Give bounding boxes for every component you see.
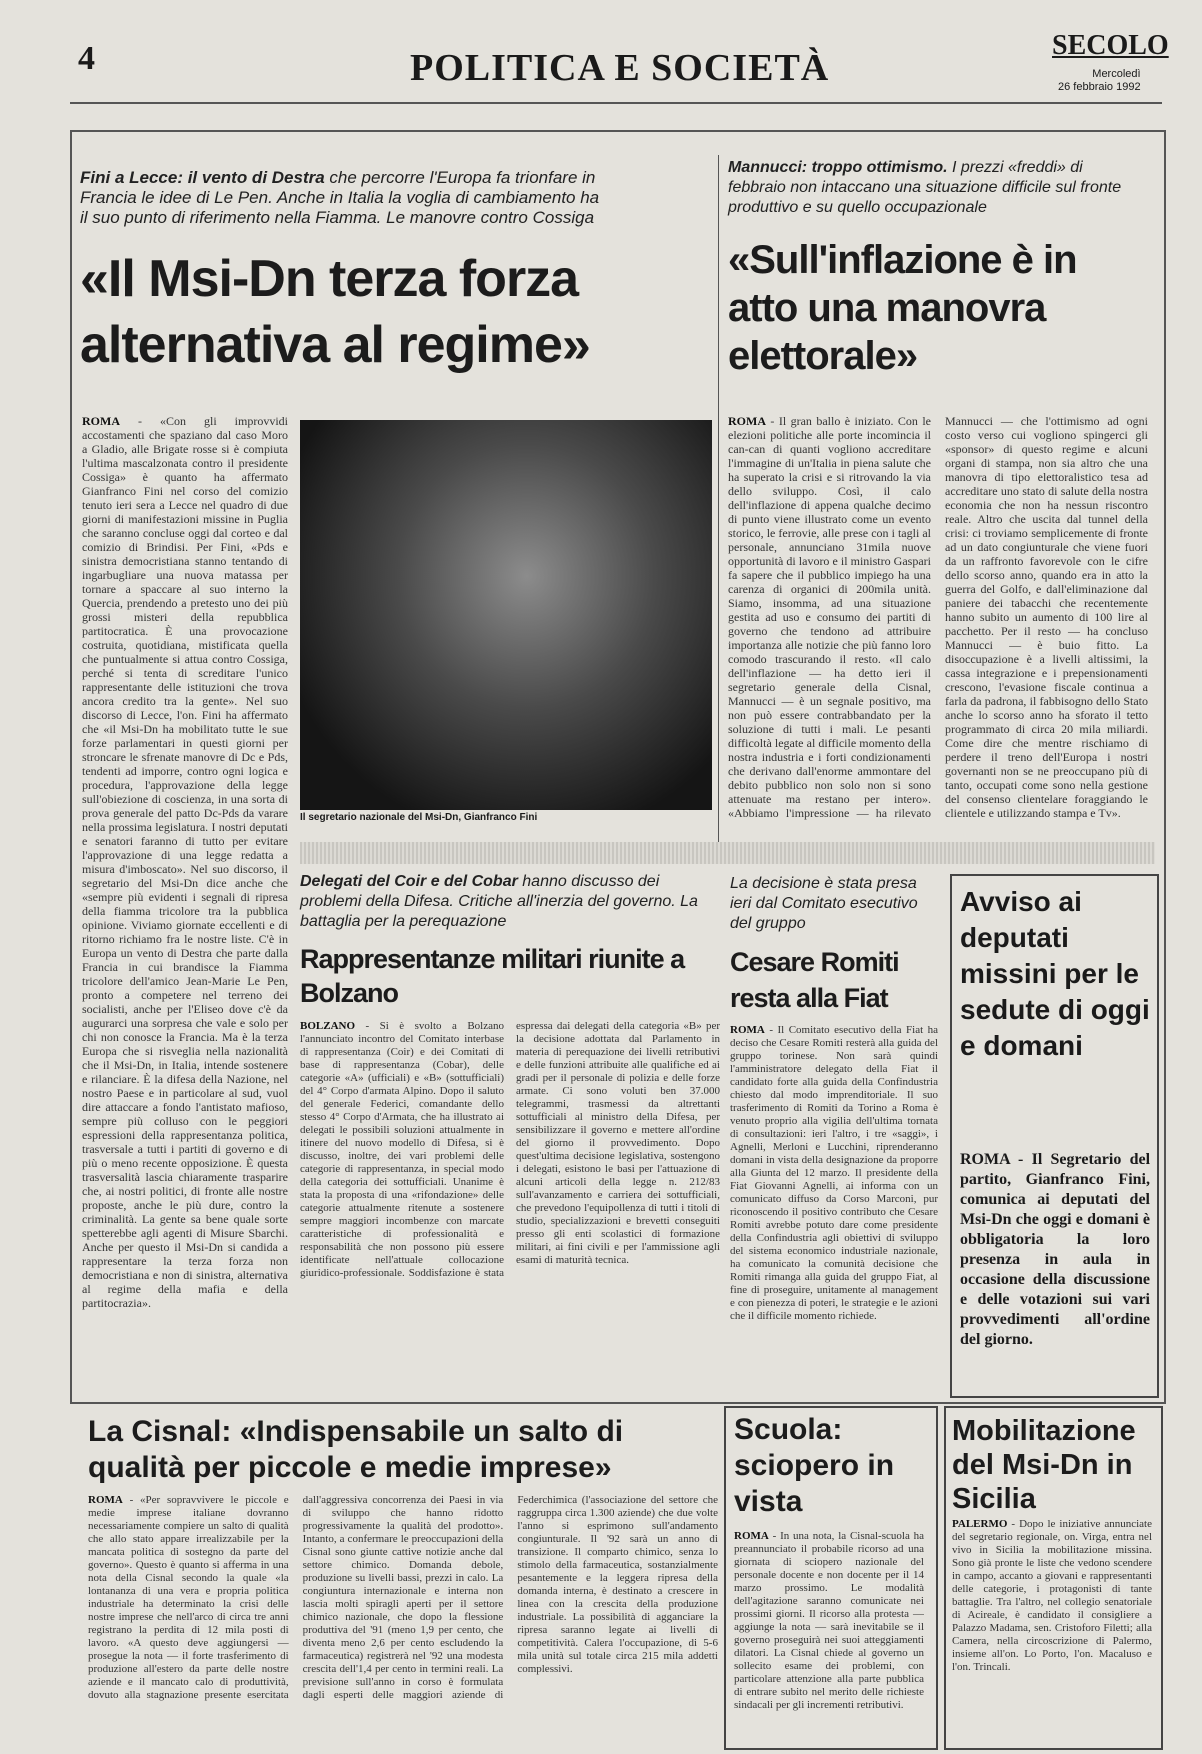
lead-body: ROMA - «Con gli improvvidi accostamenti che spaziano dal caso Moro a Gladio, alle Brigate rosse si è compiuta l'ultima mascalzonata contro il presidente Cossiga» è quanto ha affermato Gianfranco Fini nel corso del comizio tenuto ieri sera a Lecce nel quadro di due giorni di manifestazioni missine in Puglia che saranno concluse oggi dal corteo e dal comizio di Brindisi. Per Fini, «Pds e sinistra democristiana stanno tentando di ingarbugliare una nuova matassa per tornare a spaccare al suo interno la Quercia, prendendo a pretesto uno dei più grossi misteri della repubblica partitocratica. È una provocazione costruita, quotidiana, mistificata quella che puntualmente si attua contro Cossiga, perché si tenta di screditare l'unico rappresentante delle istituzioni che trova ancora credito tra la gente». Nel suo discorso di Lecce, l'on. Fini ha affermato che «il Msi-Dn ha mobilitato tutte le sue forze parlamentari in questi giorni per stroncare le sfrenate manovre di Dc e Pds, tendenti ad imporre, contro ogni logica e procedura, l'approvazione della legge sull'obiezione di coscienza, in una sorta di prova generale del patto Dc-Pds da varare nella prossima legislatura. I nostri deputati e senatori faranno di tutto per evitare l'approvazione di una legge redatta a misura d'imboscato». Nel suo discorso, il segretario del Msi-Dn dice anche che «sempre più evidenti i segnali di ripresa della fiamma tricolore tra la pubblica opinione. Viviamo giornate eccellenti e di ritorno richiamo fra le nostre liste. C'è in Europa un vento di Destra che parte dalla Francia in cui brandisce la Fiamma tricolore dell'amico Jean-Marie Le Pen, pronto a competere nel terreno dei socialisti, anche per l'Eliseo dove c'è da augurarci una sorpresa che vale e solo per chi non conosce la Francia. Ma è la terza Europa che si risveglia nella nazionalità che il Msi-Dn, in Italia, intende sostenere e rilanciare. È la difesa della Nazione, nel nostro Paese e in particolare al sud, vuol dire attaccare a fondo l'antistato mafioso, sempre più colluso con le peggiori espressioni della rappresentanza politica, trasversale a tutti i partiti di governo e di più o meno recente opposizione. È questa trasversalità lascia chiaramente trasparire che, ai nostri politici, di fronte alle nostre proposte, anche le più dure, contro la criminalità. La gente sa bene quale sorte spetterebbe agli agenti di Misure Sbarchi. Anche per questo il Msi-Dn si candida a rappresentare la terza forza non democristiana e non di sinistra, alternativa al regime della mafia e della partitocrazia». xyxy=(82,414,288,1310)
sicily-body: PALERMO - Dopo le iniziative annunciate del segretario regionale, on. Virga, entra nel vivo in Sicilia la mobilitazione missina. Sono già pronte le liste che vedono scendere in campo, accanto a giovani e rappresentanti delle categorie, i protagonisti di tante battaglie. Tra l'altro, nel collegio senatoriale di Acireale, è candidato il consigliere a Palazzo Madama, sen. Cristoforo Filetti; alla Camera, nella circoscrizione di Palermo, insieme all'on. Lo Porto, l'on. Macaluso e l'on. Trincali. xyxy=(952,1518,1152,1673)
notice-title: Avviso ai deputati missini per le sedute di oggi e domani xyxy=(960,886,1150,1061)
issue-date-text: 26 febbraio 1992 xyxy=(1058,81,1141,93)
school-headline: Scuola: sciopero in vista xyxy=(734,1413,895,1518)
fini-photo xyxy=(300,420,712,810)
issue-day: Mercoledì xyxy=(1092,68,1141,80)
lead-headline: «Il Msi-Dn terza forza alternativa al regime» xyxy=(80,250,590,374)
header-rule xyxy=(70,102,1162,104)
military-body: BOLZANO - Si è svolto a Bolzano l'annunciato incontro del Comitato interbase di rappresentanza (Coir) e dei Comitati di base di rappresentanza (Cobar), delle categorie «A» (ufficiali) e «B» (sottufficiali) del 4° Corpo d'armata Alpino. Dopo il saluto del generale Federici, comandante dello stesso 4° Corpo d'Armata, che ha illustrato ai delegati le possibili soluzioni attualmente in itinere del nuovo modello di Difesa, si è discusso, inoltre, dei vari problemi delle categorie di rappresentanza, in special modo della categoria dei sottufficiali. Unanime è stata la proposta di una «rifondazione» delle categorie attualmente ritenute a sostenere sempre maggiori incombenze con marcate caratteristiche di professionalità e responsabilità che non possono più essere identificate nell'attuale collocazione giuridico-professionale. Soddisfazione è stata espressa dai delegati della categoria «B» per la decisione adottata dal Parlamento in materia di perequazione dei livelli retributivi e delle funzioni attribuite alle qualifiche ed ai gradi per il personale di polizia e delle forze armate. Ci sono voluti ben 37.000 telegrammi, trasmessi da altrettanti sottufficiali al ministro della Difesa, per sensibilizzare il governo e mettere all'ordine del giorno il provvedimento. Dopo quest'ultima decisione legislativa, sostengono i delegati, esistono le basi per l'attuazione di alcuni articoli della legge n. 212/83 sull'avanzamento e carriera dei sottufficiali, che prevedono l'equipollenza di tutti i titoli di studio, specializzazioni e brevetti conseguiti presso gli enti scolastici di formazione militari, ai fini civili e per l'ammissione agli esami di maturità tecnica. xyxy=(300,1020,720,1279)
inflation-kicker xyxy=(728,158,1128,218)
lead-kicker-bold: Fini a Lecce: il vento di Destra xyxy=(80,168,325,187)
notice-dateline: ROMA xyxy=(960,1151,1010,1168)
issue-date xyxy=(1058,68,1141,94)
page-number: 4 xyxy=(78,40,95,77)
inflation-kicker-bold: Mannucci: troppo ottimismo. xyxy=(728,159,948,176)
military-headline: Rappresentanze militari riunite a Bolzano xyxy=(300,944,685,1008)
cisnal-dateline: ROMA xyxy=(88,1494,123,1506)
section-title: POLITICA E SOCIETÀ xyxy=(410,47,830,89)
military-dateline: BOLZANO xyxy=(300,1020,356,1032)
sicily-headline: Mobilitazione del Msi-Dn in Sicilia xyxy=(952,1415,1136,1515)
school-body-text: In una nota, la Cisnal-scuola ha preannunciato il probabile ricorso ad una giornata di sciopero nazionale del personale docente e non docente per il 14 marzo prossimo. Le modalità dell'agitazione saranno comunicate nei prossimi giorni. Il ricorso alla protesta — aggiunge la nota — sarà inevitabile se il governo proseguirà nei suoi atteggiamenti dilatori. La Cisnal chiede al governo un sollecito esame dei problemi, con particolare attenzione alla parte pubblica di entrare subito nel merito delle richieste sindacali per gli incrementi retributivi. xyxy=(734,1530,924,1711)
notice-body-text: Il Segretario del partito, Gianfranco Fini, comunica ai deputati del Msi-Dn che oggi e domani è obbligatoria la loro presenza in aula in occasione della discussione e delle votazioni sui vari provvedimenti all'ordine del giorno. xyxy=(960,1151,1150,1348)
military-kicker-rest: hanno discusso dei problemi della Difesa. Critiche all'inerzia del governo. La battaglia per la perequazione xyxy=(300,873,698,930)
military-kicker-bold: Delegati del Coir e del Cobar xyxy=(300,873,518,890)
cisnal-headline: La Cisnal: «Indispensabile un salto di qualità per piccole e medie imprese» xyxy=(88,1415,624,1484)
romiti-body: ROMA - Il Comitato esecutivo della Fiat ha deciso che Cesare Romiti resterà alla guida del gruppo torinese. Non sarà quindi l'amministratore delegato della Fiat il candidato forte alla guida della Confindustria chiesto dal modo imprenditoriale. Il suo trasferimento di Romiti da Torino a Roma è venuto proprio alla vigilia dell'ultima tornata di consultazioni: ieri l'altro, i tre «saggi», i Agnelli, Merloni e Lucchini, riprenderanno domani in vista della designazione da proporre alla Giunta del 12 marzo. Il presidente della Fiat Giovanni Agnelli, ai informa con un comunicato diffuso da Corso Marconi, pur riconoscendo il positivo contributo che Cesare Romiti avrebbe potuto dare come presidente della Confindustria agli obiettivi di sviluppo del sistema economico industriale nazionale, ha comunicato la comunità decisione che Romiti rimanga alla guida del gruppo Fiat, al fine di proseguire, unitamente al management e con pienezza di poteri, le strategie e le azioni che il difficile momento richiede. xyxy=(730,1024,938,1322)
sicily-dateline: PALERMO xyxy=(952,1518,1008,1530)
inflation-dateline: ROMA xyxy=(728,414,766,428)
notice-body: ROMA - Il Segretario del partito, Gianfranco Fini, comunica ai deputati del Msi-Dn che oggi e domani è obbligatoria la loro presenza in aula in occasione della discussione e delle votazioni sui vari provvedimenti all'ordine del giorno. xyxy=(960,1151,1150,1348)
school-body: ROMA - In una nota, la Cisnal-scuola ha preannunciato il probabile ricorso ad una giornata di sciopero nazionale del personale docente e non docente per il 14 marzo prossimo. Le modalità dell'agitazione saranno comunicate nei prossimi giorni. Il ricorso alla protesta — aggiunge la nota — sarà inevitabile se il governo proseguirà nei suoi atteggiamenti dilatori. La Cisnal chiede al governo un sollecito esame dei problemi, con particolare attenzione alla parte pubblica di entrare subito nel merito delle richieste sindacali per gli incrementi retributivi. xyxy=(734,1530,924,1711)
romiti-dateline: ROMA xyxy=(730,1024,765,1036)
lead-body-text: «Con gli improvvidi accostamenti che spaziano dal caso Moro a Gladio, alle Brigate rosse si è compiuta l'ultima mascalzonata contro il presidente Cossiga» è quanto ha affermato Gianfranco Fini nel corso del comizio tenuto ieri sera a Lecce nel quadro di due giorni di manifestazioni missine in Puglia che saranno concluse oggi dal corteo e dal comizio di Brindisi. Per Fini, «Pds e sinistra democristiana stanno tentando di ingarbugliare una nuova matassa per tornare a spaccare al suo interno la Quercia, prendendo a pretesto uno dei più grossi misteri della repubblica partitocratica. È una provocazione costruita, quotidiana, mistificata quella che puntualmente si attua contro Cossiga, perché si tenta di screditare l'unico rappresentante delle istituzioni che trova ancora credito tra la gente». Nel suo discorso di Lecce, l'on. Fini ha affermato che «il Msi-Dn ha mobilitato tutte le sue forze parlamentari in questi giorni per stroncare le sfrenate manovre di Dc e Pds, tendenti ad imporre, contro ogni logica e procedura, l'approvazione della legge sull'obiezione di coscienza, in una sorta di prova generale del patto Dc-Pds da varare nella prossima legislatura. I nostri deputati e senatori faranno di tutto per evitare l'approvazione di una legge redatta a misura d'imboscato». Nel suo discorso, il segretario del Msi-Dn dice anche che «sempre più evidenti i segnali di ripresa della fiamma tricolore tra la pubblica opinione. Viviamo giornate eccellenti e di ritorno richiamo fra le nostre liste. C'è in Europa un vento di Destra che parte dalla Francia in cui brandisce la Fiamma tricolore dell'amico Jean-Marie Le Pen, pronto a competere nel terreno dei socialisti, anche per l'Eliseo dove c'è da augurarci una sorpresa che vale e solo per chi non conosce la Francia. Ma è la terza Europa che si risveglia nella nazionalità che il Msi-Dn, in Italia, intende sostenere e rilanciare. È la difesa della Nazione, nel nostro Paese e in particolare al sud, vuol dire attaccare a fondo l'antistato mafioso, sempre più colluso con le peggiori espressioni della rappresentanza politica, trasversale a tutti i partiti di governo e di più o meno recente opposizione. È questa trasversalità lascia chiaramente trasparire che, ai nostri politici, di fronte alle nostre proposte, anche le più dure, contro la criminalità. La gente sa bene quale sorte spetterebbe agli agenti di Misure Sbarchi. Anche per questo il Msi-Dn si candida a rappresentare la terza forza non democristiana e non di sinistra, alternativa al regime della mafia e della partitocrazia». xyxy=(82,414,288,1310)
lead-dateline: ROMA xyxy=(82,414,120,428)
romiti-body-text: Il Comitato esecutivo della Fiat ha deciso che Cesare Romiti resterà alla guida del gruppo torinese. Non sarà quindi l'amministratore delegato della Fiat il candidato forte alla guida della Confindustria chiesto dal modo imprenditoriale. Il suo trasferimento di Romiti da Torino a Roma è venuto proprio alla vigilia dell'ultima tornata di consultazioni: ieri l'altro, i tre «saggi», i Agnelli, Merloni e Lucchini, riprenderanno domani in vista della designazione da proporre alla Giunta del 12 marzo. Il presidente della Fiat Giovanni Agnelli, ai informa con un comunicato diffuso da Corso Marconi, pur riconoscendo il positivo contributo che Cesare Romiti avrebbe potuto dare come presidente della Confindustria agli obiettivi di sviluppo del sistema economico industriale nazionale, ha comunicato la comunità decisione che Romiti rimanga alla guida del gruppo Fiat, al fine di proseguire, unitamente al management e con pienezza di poteri, le strategie e le azioni che il difficile momento richiede. xyxy=(730,1024,938,1322)
inflation-kicker-rest: I prezzi «freddi» di febbraio non intaccano una situazione difficile sul fronte produttivo e su quello occupazionale xyxy=(728,159,1122,216)
inflation-body: ROMA - Il gran ballo è iniziato. Con le elezioni politiche alle porte incomincia il can-can di quanti vogliono accreditare l'immagine di un'Italia in piena salute che ha superato la crisi e si ritrovando la via dello sviluppo. Così, il calo dell'inflazione di appena qualche decimo di punto viene illustrato come un evento storico, le ferrovie, alle prese con i tagli al personale, annunciano 31mila nuove opportunità di lavoro e il ministro Gaspari fa sapere che il pubblico impiego ha una carenza di organici di 200mila unità. Siamo, insomma, ad una situazione gestita ad uso e consumo dei partiti di governo che tendono ad attribuire importanza alle notizie che più fanno loro comodo trascurando il resto. «Il calo dell'inflazione — ha detto ieri il segretario generale della Cisnal, Mannucci — è un segnale positivo, ma non può essere contrabbandato per la soluzione di tutti i mali. Le pesanti difficoltà legate al difficile momento della nostra industria e i forti condizionamenti che derivano dall'enorme ammontare del debito pubblico non solo non si sono attenuate ma restano per intero». «Abbiamo l'impressione — ha rilevato Mannucci — che l'ottimismo ad ogni costo verso cui vogliono spingerci gli «sponsor» di questo regime e alcuni organi di stampa, non sia altro che una manovra di tipo elettoralistico tesa ad accreditare uno stato di salute della nostra economia che non ha nessun riscontro reale. Altro che uscita dal tunnel della crisi: ci troviamo semplicemente di fronte ad un dato congiunturale che viene fuori da un raffronto favorevole con le cifre dello scorso anno, quando era in atto la guerra del Golfo, e dall'eliminazione dal paniere dei tabacchi che recentemente hanno subito un aumento di 100 lire al pacchetto. Per il resto — ha concluso Mannucci — è buio fitto. La disoccupazione è a livelli altissimi, la cassa integrazione e i prepensionamenti crescono, l'evasione fiscale continua a farla da padrona, il fabbisogno dello Stato anche lo scorso anno ha sforato il tetto programmato di circa 20 mila miliardi. Come dire che mentre rischiamo di perdere il treno dell'Europa i nostri governanti non se ne preoccupano più di tanto, occupati come sono nella gestione del consenso clientelare foraggiando le clientele e utilizzando stampa e Tv». xyxy=(728,414,1148,820)
cisnal-body: ROMA - «Per sopravvivere le piccole e medie imprese italiane dovranno necessariamente compiere un salto di qualità che allo stato appare irrealizzabile per la mancata politica di sostegno da parte del governo». Questo è quanto si afferma in una nota della Cisnal secondo la quale «la lontananza di una vera e propria politica industriale ha determinato la crisi delle nostre imprese che nell'arco di circa tre anni registrano la perdita di 12 mila posti di lavoro. «A questo deve aggiungersi — prosegue la nota — il forte trasferimento di produzione all'estero da parte delle nostre aziende e il mancato calo di produttività, dovuto alla stagnazione presente esercitata dall'aggressiva concorrenza dei Paesi in via di sviluppo che hanno ridotto progressivamente la qualità del prodotto». Intanto, a confermare le preoccupazioni della Cisnal sono giunte cattive notizie anche dal settore chimico. Domanda debole, produzione su livelli bassi, prezzi in calo. La congiuntura internazionale e interna non lascia molti spiragli aperti per il settore chimico nazionale, che dopo la flessione produttiva del '91 (meno 1,9 per cento, che diventa meno 2,6 per cento escludendo la farmaceutica) registrerà nel '92 una modesta crescita dell'1,4 per cento in termini reali. La previsione sull'anno in corso è formulata dagli esperti delle maggiori aziende di Federchimica (l'associazione del settore che raggruppa circa 1.300 aziende) che due volte l'anno si esprimono sull'andamento congiunturale. Il '92 sarà un anno di transizione. Il comparto chimico, senza lo stimolo della farmaceutica, sostanzialmente pesantemente e la leggera ripresa della domanda interna, è destinato a crescere in linea con la crescita della produzione industriale. La possibilità di agganciare la ripresa saranno legate ai livelli di competitività. Calera l'occupazione, di 5-6 mila unità sul totale circa 215 mila addetti complessivi. xyxy=(88,1494,718,1701)
divider-band xyxy=(300,842,1155,864)
romiti-headline: Cesare Romiti resta alla Fiat xyxy=(730,947,899,1013)
romiti-kicker: La decisione è stata presa ieri dal Comitato esecutivo del gruppo xyxy=(730,875,918,932)
sicily-body-text: Dopo le iniziative annunciate del segretario regionale, on. Virga, entra nel vivo in Sicilia la mobilitazione missina. Sono già pronte le liste che vedono scendere in campo, accanto a giovani e rappresentanti delle categorie, i protagonisti di tante battaglie. Tra l'altro, nel collegio senatoriale di Acireale, è candidato il consigliere a Palazzo Madama, sen. Cristoforo Filetti; alla Camera, nella circoscrizione di Palermo, insieme all'on. Lo Porto, l'on. Macaluso e l'on. Trincali. xyxy=(952,1518,1152,1673)
masthead: SECOLO xyxy=(1052,30,1169,61)
photo-caption: Il segretario nazionale del Msi-Dn, Gianfranco Fini xyxy=(300,812,538,823)
military-kicker xyxy=(300,872,700,932)
bottom-rule xyxy=(70,1402,1162,1404)
cisnal-body-text: «Per sopravvivere le piccole e medie imprese italiane dovranno necessariamente compiere un salto di qualità che allo stato appare irrealizzabile per la mancata politica di sostegno da parte del governo». Questo è quanto si afferma in una nota della Cisnal secondo la quale «la lontananza di una vera e propria politica industriale ha determinato la crisi delle nostre imprese che nell'arco di circa tre anni registrano la perdita di 12 mila posti di lavoro. «A questo deve aggiungersi — prosegue la nota — il forte trasferimento di produzione all'estero da parte delle nostre aziende e il mancato calo di produttività, dovuto alla stagnazione presente esercitata dall'aggressiva concorrenza dei Paesi in via di sviluppo che hanno ridotto progressivamente la qualità del prodotto». Intanto, a confermare le preoccupazioni della Cisnal sono giunte cattive notizie anche dal settore chimico. Domanda debole, produzione su livelli bassi, prezzi in calo. La congiuntura internazionale e interna non lascia molti spiragli aperti per il settore chimico nazionale, che dopo la flessione produttiva del '91 (meno 1,9 per cento, che diventa meno 2,6 per cento escludendo la farmaceutica) registrerà nel '92 una modesta crescita dell'1,4 per cento in termini reali. La previsione sull'anno in corso è formulata dagli esperti delle maggiori aziende di Federchimica (l'associazione del settore che raggruppa circa 1.300 aziende) che due volte l'anno si esprimono sull'andamento congiunturale. Il '92 sarà un anno di transizione. Il comparto chimico, senza lo stimolo della farmaceutica, sostanzialmente pesantemente e la leggera ripresa della domanda interna, è destinato a crescere in linea con la crescita della produzione industriale. La possibilità di agganciare la ripresa saranno legate ai livelli di competitività. Calera l'occupazione, di 5-6 mila unità sul totale circa 215 mila addetti complessivi. xyxy=(88,1494,718,1701)
lead-kicker-rest: che percorre l'Europa fa trionfare in Francia le idee di Le Pen. Anche in Italia la voglia di cambiamento ha il suo punto di riferimento nella Fiamma. Le manovre contro Cossiga xyxy=(80,168,600,227)
column-divider xyxy=(718,155,719,855)
military-body-text: Si è svolto a Bolzano l'annunciato incontro del Comitato interbase di rappresentanza (Coir) e dei Comitati di base di rappresentanza (Cobar), delle categorie «A» (ufficiali) e «B» (sottufficiali) del 4° Corpo d'armata Alpino. Dopo il saluto del generale Federici, comandante dello stesso 4° Corpo d'Armata, che ha illustrato ai delegati le possibili soluzioni attualmente in itinere del nuovo modello di Difesa, si è discusso, inoltre, dei vari problemi delle categorie di rappresentanza, in special modo della categoria dei sottufficiali. Unanime è stata la proposta di una «rifondazione» delle categorie attualmente ritenute a sostenere sempre maggiori incombenze con marcate caratteristiche di professionalità e responsabilità che non possono più essere identificate nell'attuale collocazione giuridico-professionale. Soddisfazione è stata espressa dai delegati della categoria «B» per la decisione adottata dal Parlamento in materia di perequazione dei livelli retributivi e delle funzioni attribuite alle qualifiche ed ai gradi per il personale di polizia e delle forze armate. Ci sono voluti ben 37.000 telegrammi, trasmessi da altrettanti sottufficiali al ministro della Difesa, per sensibilizzare il governo e mettere all'ordine del giorno il provvedimento. Dopo quest'ultima decisione legislativa, sostengono i delegati, esistono le basi per l'attuazione di alcuni articoli della legge n. 212/83 sull'avanzamento e carriera dei sottufficiali, che prevedono l'equipollenza di tutti i titoli di studio, specializzazioni e brevetti conseguiti presso gli enti scolastici di formazione militari, ai fini civili e per l'ammissione agli esami di maturità tecnica. xyxy=(300,1020,720,1279)
school-dateline: ROMA xyxy=(734,1530,769,1542)
lead-kicker xyxy=(80,168,610,228)
inflation-headline: «Sull'inflazione è in atto una manovra elettorale» xyxy=(728,238,1077,378)
inflation-body-text: Il gran ballo è iniziato. Con le elezioni politiche alle porte incomincia il can-can di quanti vogliono accreditare l'immagine di un'Italia in piena salute che ha superato la crisi e si ritrovando la via dello sviluppo. Così, il calo dell'inflazione di appena qualche decimo di punto viene illustrato come un evento storico, le ferrovie, alle prese con i tagli al personale, annunciano 31mila nuove opportunità di lavoro e il ministro Gaspari fa sapere che il pubblico impiego ha una carenza di organici di 200mila unità. Siamo, insomma, ad una situazione gestita ad uso e consumo dei partiti di governo che tendono ad attribuire importanza alle notizie che più fanno loro comodo trascurando il resto. «Il calo dell'inflazione — ha detto ieri il segretario generale della Cisnal, Mannucci — è un segnale positivo, ma non può essere contrabbandato per la soluzione di tutti i mali. Le pesanti difficoltà legate al difficile momento della nostra industria e i forti condizionamenti che derivano dall'enorme ammontare del debito pubblico non solo non si sono attenuate ma restano per intero». «Abbiamo l'impressione — ha rilevato Mannucci — che l'ottimismo ad ogni costo verso cui vogliono spingerci gli «sponsor» di questo regime e alcuni organi di stampa, non sia altro che una manovra di tipo elettoralistico tesa ad accreditare uno stato di salute della nostra economia che non ha nessun riscontro reale. Altro che uscita dal tunnel della crisi: ci troviamo semplicemente di fronte ad un dato congiunturale che viene fuori da un raffronto favorevole con le cifre dello scorso anno, quando era in atto la guerra del Golfo, e dall'eliminazione dal paniere dei tabacchi che recentemente hanno subito un aumento di 100 lire al pacchetto. Per il resto — ha concluso Mannucci — è buio fitto. La disoccupazione è a livelli altissimi, la cassa integrazione e i prepensionamenti crescono, l'evasione fiscale continua a farla da padrona, il fabbisogno dello Stato anche lo scorso anno ha sforato il tetto programmato di circa 20 mila miliardi. Come dire che mentre rischiamo di perdere il treno dell'Europa i nostri governanti non se ne preoccupano più di tanto, occupati come sono nella gestione del consenso clientelare foraggiando le clientele e utilizzando stampa e Tv». xyxy=(728,414,1148,820)
